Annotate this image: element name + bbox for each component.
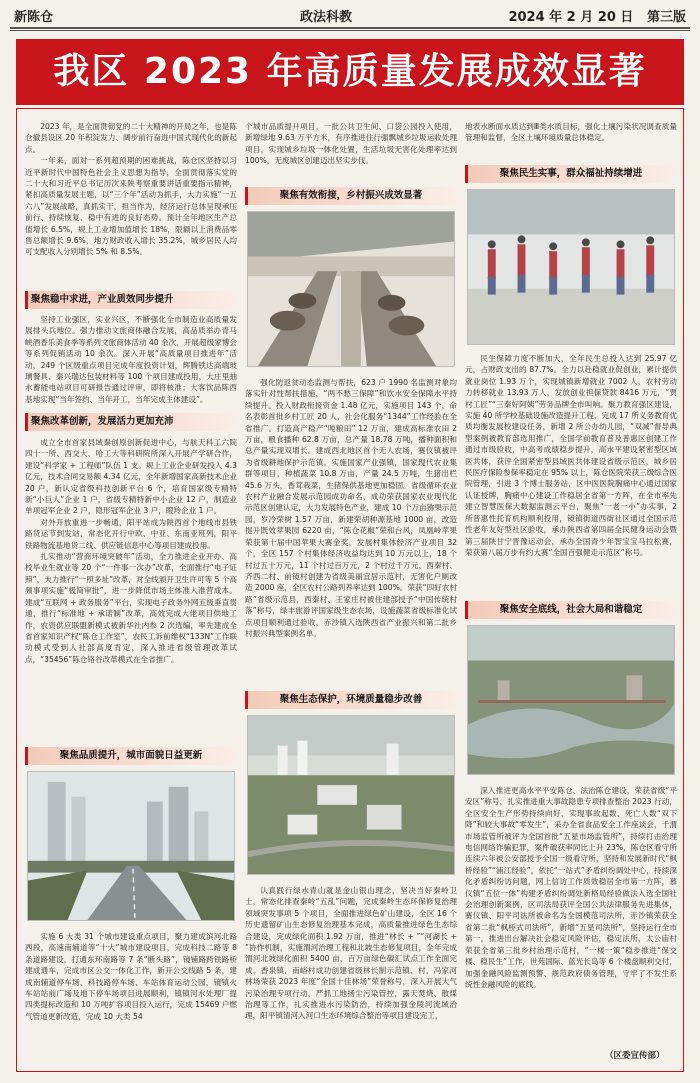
col2-section4-body <box>245 377 457 701</box>
paragraph: 深入推进更高水平平安陈仓、法治陈仓建设，荣获省级“平安区”称号，扎实推进重大事故隐患专项排查整治 2023 行动，全区安全生产形势持续向好，实现事故起数、死亡人数“双下降”和较大事故“零发生”，采办全省食品安全工作座谈会，千渭市场监管所被评为全国首批“五星市场监管所”，持续打击治理电信网络诈骗犯罪，案件破获率同比上升 23%，陈仓区看守所连续六年被公安部授予全国一级看守所，坚持和发展新时代“枫桥经验”“浦江经验”，依托“一站式”矛盾纠纷调处中心，持续深化矛盾纠纷访问题，网上信访工作质效稳居全市第一方阵，慕仪镇“五位一体”构建矛盾纠纷调处新格局经验做法入选全国社会治理创新案例，区司法局获评全国公共法律服务先进集体，赛仪镇、阳平司法所被命名为全国模范司法所，赤沙镇荣获全省第二批“枫桥式司法所”，新增“五星司法所”，坚持运行全市第一，推进出台解决社会稳定风险评估，稳定法所，太公庙村荣获全省第三批乡村治理示范村，“一楼一策”稳步推进“保交楼、稳民生”工作，世苑国际、蓝光长岛等 6 个楼盘顺利交付，加强金融风险监测预警、规范政府债务管理，守牢了不发生系统性金融风险的底线。 <box>465 786 677 989</box>
col2-section5-body <box>245 885 457 1067</box>
dance-performance-photo <box>467 189 675 345</box>
section-heading-3: 聚焦品质提升，城市面貌日益更新 <box>25 747 237 765</box>
city-road-photo <box>27 771 235 921</box>
header-rule <box>10 27 690 29</box>
header-rule-thin <box>10 30 690 31</box>
section-heading-4: 聚焦有效衔接，乡村振兴成效显著 <box>245 187 457 205</box>
paragraph: 扎实推动“营商环境突破年”活动，全力推进企业开办、高校毕业生就业等 20 个“一件事一次办”改革，全面推行“电子证照”，大力推行“一照多址”改革，对全线颁开卫生许可等 5 个高频事项实施“极简审批”，进一步降低市场主体准入准营成本。建成“互联网 + 政务服务”平台，实现电子政务外网五级垂直贯通，推行“标准地 + 承诺制”改革，高效完成大佬项目供地工作，农资供应联盟新模式被新华社内参 2 次选编，率先建成全省首家知识产权“陈仓工作室”，农民工诉前维权“133N”工作联动模式受到人社部高度肯定，深入推进省级管理改革试点，“35456”陈仓铬谷改革模式在全省推广。 <box>25 552 237 664</box>
section-name: 政法科教 <box>300 10 353 25</box>
city-road-illustration <box>28 772 234 920</box>
headline: 我区 2023 年高质量发展成效显著 <box>53 51 647 92</box>
paragraph: 强化防返贫动态监测与帮扶，623 户 1990 名监测对象均落实针对性帮扶措施，“两不愁三保障”和饮水安全保障水平持续提升。投入财政衔接资金 1.48 亿元，实施项目 143 个，命名表彰首批乡村工匠 20 人，社会化服务“1344”工作经验在全省推广。打造高产稳产“吨粮田” 12 万亩，建成高标准农田 2 万亩，粮食播种 62.8 万亩，总产量 18.78 万吨，播种面积和总产量实现双增长。建成西北地区首个无人农场，赛仪镇被评为省级耕地保护示范镇。实施国家产业强镇，国家现代农业集群等项目，种植蔬菜 10.8 万亩，产量 24.5 万吨，生猪出栏 45.6 万头，香茸栽菜，生猪保供基地更加稳固。省级循环农业农村产业融合发展示范园成功命名，成功荣获国家农业现代化示范区创建认定，大力发展特色产业，建成 10 个万亩猕果示范园，岁冷荣树 1.57 万亩，新建荣胡种源基地 1000 亩，改造提升既效苹果园 6220 亩，“陈仓花椒”荣和台风，凤凰岭苹果荣获第十届中国苹果大赛金奖，发展村集体经济产业项目 32 个，全区 157 个村集体经济收益均达到 10 万元以上，18 个村过五十万元，11 个村过百万元，2 个村过千万元，西秦村、齐西二村、前镜村创建为省级美丽宜居示范村，无害化户厕改造 2000 座，全区农村公路列养率达到 100%。荣获“四好农村路”省级示范县，西秦村、王家庄村被住建部授予“中国传统村落”称号，绿丰旅游评国家级生态农场，设施蔬菜省级标准化试点项目顺利通过验收，赤沙镇入选陕西省产业振兴和第二批乡村振兴典型案例名单。 <box>245 378 457 638</box>
paragraph: 坚持工业强区，实业兴区，不断强化全市制造业高质量发展排头兵地位。强力推动文旅商体融合发展，高品质举办青马峡酒香乐美食季等系列文旅商体活动 40 余次，开展超级家博会等系列促销活动 10 余次。深入开展“高质量项目推进年”活动，249 个区级重点项目完成年度投资计划，辉腾铁达高端玻璃餐具、秦兴瑞达包装材料等 100 个项目建成投用，大庄里抽水蓄能电站项目可研报告通过评审，即将核准；大客饮品陈西基地实现“当年签约、当年开工，当年完成主体建设”。 <box>25 315 237 404</box>
dance-performance-illustration <box>468 190 674 344</box>
col3-continued <box>465 121 677 155</box>
col1-intro <box>25 121 237 277</box>
livestock-farm-photo <box>247 211 455 367</box>
section-heading-7: 聚焦安全底线，社会大局和谐稳定 <box>465 601 677 619</box>
paragraph: 一年来，面对一系列超预期的困难挑战，陈仓区坚持以习近平新时代中国特色社会主义思想为指导，全面贯彻落实党的二十大和习近平总书记历次来陕考察重要讲话重要指示精神，紧扣高质量发展主题，以“三个年”活动为抓手，大力实施“一五六八”发展战略，真抓实干，担当作为，经济运行总体呈现承压前行、持续恢复、稳中有进的良好态势。预计全年地区生产总值增长 6.5%，规上工业增加值增长 18%，限额以上消费品零售总额增长 9.6%，地方财政收入增长 35.2%，城乡居民人均可支配收入分别增长 5% 和 8.5%。 <box>25 156 237 257</box>
aerial-town-illustration <box>248 716 454 874</box>
article-frame <box>16 108 684 1072</box>
paragraph: 对外开放重进一步畅通，阳平站成为陕西首个地线市县铁路货运节到发站，常态化开行中欧、中亚、东南亚班列，阳平铁路物流基地货二线、供应链信息中心等项目建成投用。 <box>25 517 237 550</box>
section-heading-1: 聚焦稳中求进，产业质效同步提升 <box>25 291 237 309</box>
col1-section3-body <box>25 931 237 1067</box>
col3-section7-body <box>465 785 677 1047</box>
riverside-park-illustration <box>468 626 674 774</box>
section-heading-2: 聚焦改革创新，发展活力更加充沛 <box>25 413 237 431</box>
col2-continued <box>245 121 457 177</box>
paragraph: 实施 6 大类 31 个城市建设重点项目，聚力建成滨河北路西段，高速南辅道等“十大”城市建设项目，完成科技二路等 8 条道路建设，打通东环南路等 7 条“断头路”，镜铺路跨铁路桥建成通车，完成市区公交一体化工作，新开公交线路 5 条，建成南辅道停车场、科技路停车场、车站体育运动公园，镜镇火车站站前广场及地下停车场项目进展顺利，镇镇河水处理厂提四类提标改造和 10 万吨扩容项目投入运行，完成 15469 户燃气管道更新改造，完成 10 大类 54 <box>25 932 237 1021</box>
livestock-farm-illustration <box>248 212 454 366</box>
paragraph: 个城市品质提升项目，一批公共卫生间、口袋公园投入使用，新增绿地 9.63 万平方米，有序推进住行强飘城乡垃圾运收处理项目，实现城乡垃圾一体化处置，生活垃圾无害化处理率达到 100%，无废城区创建迈出坚实步伐。 <box>245 122 457 166</box>
col3-section6-body <box>465 353 677 593</box>
paragraph: 民生保障力度不断加大，全年民生总投入达到 25.97 亿元，占财政支出的 87.7%。全力以赴稳就业促创业，累计提供就业岗位 1.93 万个，实现城镇新增就业 7002 人，农村劳动力转移就业 13.93 万人，发放创业担保贷款 8416 万元，“贾村工匠”“三秦好阿姨”劳务品牌全市叫响。聚力教育强区建设，实施 40 所学校基础设施改造提升工程，完成 17 所义务教育优质均衡发展校建设任务，新增 2 所公办幼儿园，“双减”督导典型案例被教育部选用推广，全国学前教育普及普惠区创建工作通过市级验收，中高考成绩稳步提升，高水平建设紧密型区域医共体，获评全国紧密型县域医共体建设省级示范区，城乡居民医疗保险参保率稳定在 95% 以上，陈仓医院荣获三级综合医院管理，引进 3 个博士服务站，区中医医院胸痛中心通过国家认证授牌，胸痛中心建设工作稳居全省第一方阵，在全市率先建立智慧医保大数据监测云平台，聚焦“一老一小”办实事，2 所普惠性托育机构顺利投用，镜镇街道西街社区通过全国示范性老年友好型社区验收，承办陕西省第四届全民健身运动会暨第三届陕甘宁晋豫运动会，承办全国青少年智宝宝马拉松赛，荣获第八届万步有约大赛“全国百强健走示范区”称号。 <box>465 354 677 557</box>
publication-name: 新陈仓 <box>14 10 54 25</box>
section-heading-5: 聚焦生态保护，环境质量稳步改善 <box>245 691 457 709</box>
col1-section2-body <box>25 437 237 750</box>
section-heading-6: 聚焦民生实事，群众福祉持续增进 <box>465 165 677 183</box>
issue-date-page <box>508 6 686 25</box>
col1-section1-body <box>25 314 237 426</box>
aerial-town-photo <box>247 715 455 875</box>
headline-banner <box>16 39 684 105</box>
paragraph: 地表水断面水质达到Ⅲ类水质目标，强化土壤污染状况调查质量管理和监督，全区土壤环境质量总体稳定。 <box>465 122 677 143</box>
paragraph: 2023 年，是全面贯彻党的二十大精神的开局之年，也是陈仓撤县设区 20 年积淀发力、阔步前行奋进中国式现代化的新起点。 <box>25 122 237 154</box>
paragraph: 认真践行绿水青山就是金山银山理念，坚决当好秦岭卫士，常态化排查秦岭“五乱”问题，完成秦岭生态环保修复治理领域突发事项 5 个项目，全面推进绿色矿山建设，全区 16 个历史遗留矿山生态修复治理基本完成，高质量推进绿色生态综合建设，完成绿化面积 1.92 万亩，推进“林长 + ”“河湖长 + ”协作机制，实施渭河治理工程和北坡生态修复项目，全年完成渭河北坡绿化面积 5400 亩，百万亩绿色碳汇试点工作全面完成。香泉镇，南峪村成功创建省级林长制示范镇、村，冯家河林场荣获 2023 年度“全国十佳林场”荣誉称号，深入开展大气污染治理专项行动，严抓工地扬尘污染管控，露天焚烧、散煤治理等工作，扎实推进水污染防治，持续加强金陵河流域治理，阳平镇清河入河口生态环境综合整治等项目建设完工， <box>245 886 457 1021</box>
riverside-park-photo <box>467 625 675 775</box>
paragraph: 成立全市首家县域秦创原创新促进中心，与航天科工六院四十一所、西交大、哈工大等科研院所深入开展产学研合作，建设“科学家 + 工程师”队伍 1 支。规上工业企业研发投入 4.3 亿元，技术合同交易额 4.34 亿元，全年新增国家高新技术企业 20 户，新认定省级科技创新平台 6 个，培育国家级专精特新“小巨人”企业 1 户，省级专精特新中小企业 12 户，制造业单项冠军企业 2 户，隐形冠军企业 3 户，瞪羚企业 1 户。 <box>25 438 237 516</box>
page-header <box>0 0 700 26</box>
byline: （区委宣传部） <box>605 1051 665 1061</box>
page-number: 第三版 <box>646 10 686 25</box>
issue-date: 2024 年 2 月 20 日 <box>508 10 634 25</box>
